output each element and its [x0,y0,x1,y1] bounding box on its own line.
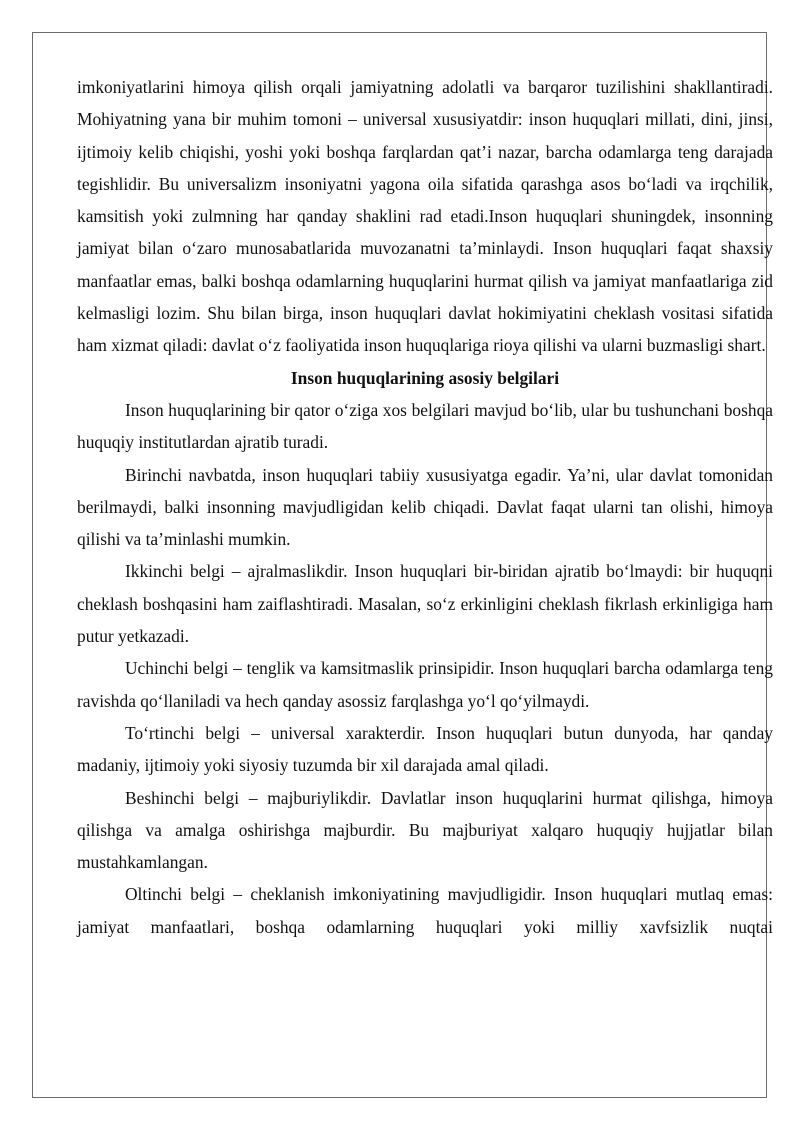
paragraph-first-feature: Birinchi navbatda, inson huquqlari tabiiy xususiyatga egadir. Ya’ni, ular davlat tomonidan berilmaydi, balki insonning mavjudligidan kelib chiqadi. Davlat faqat ularni tan olishi, himoya qilishi va ta’minlashi mumkin. [77,464,773,550]
paragraph-fourth-feature: To‘rtinchi belgi – universal xarakterdir. Inson huquqlari butun dunyoda, har qanday madaniy, ijtimoiy yoki siyosiy tuzumda bir xil darajada amal qiladi. [77,722,773,776]
opening-paragraph: imkoniyatlarini himoya qilish orqali jamiyatning adolatli va barqaror tuzilishini shakllantiradi. Mohiyatning yana bir muhim tomoni – universal xususiyatdir: inson huquqlari millati, dini, jinsi, ijtimoiy kelib chiqishi, yoshi yoki boshqa farqlardan qat’i nazar, barcha odamlarga teng darajada tegishlidir. Bu universalizm insoniyatni yagona oila sifatida qarashga asos bo‘ladi va irqchilik, kamsitish yoki zulmning har qanday shaklini rad etadi.Inson huquqlari shuningdek, insonning jamiyat bilan o‘zaro munosabatlarida muvozanatni ta’minlaydi. Inson huquqlari faqat shaxsiy manfaatlar emas, balki boshqa odamlarning huquqlarini hurmat qilish va jamiyat manfaatlariga zid kelmasligi lozim. Shu bilan birga, inson huquqlari davlat hokimiyatini cheklash vositasi sifatida ham xizmat qiladi: davlat o‘z faoliyatida inson huquqlariga rioya qilishi va ularni buzmasligi shart. [77,77,773,356]
paragraph-sixth-feature: Oltinchi belgi – cheklanish imkoniyatining mavjudligidir. Inson huquqlari mutlaq emas: jamiyat manfaatlari, boshqa odamlarning huquqlari yoki milliy xavfsizlik nuqtai [77,884,773,937]
section-heading: Inson huquqlarining asosiy belgilari [290,367,560,388]
paragraph-intro: Inson huquqlarining bir qator o‘ziga xos belgilari mavjud bo‘lib, ular bu tushunchani boshqa huquqiy institutlardan ajratib turadi. [77,399,773,453]
paragraph-second-feature: Ikkinchi belgi – ajralmaslikdir. Inson huquqlari bir-biridan ajratib bo‘lmaydi: bir huquqni cheklash boshqasini ham zaiflashtiradi. Masalan, so‘z erkinligini cheklash fikrlash erkinligiga ham putur yetkazadi. [77,561,773,647]
paragraph-fifth-feature: Beshinchi belgi – majburiylikdir. Davlatlar inson huquqlarini hurmat qilishga, himoya qilishga va amalga oshirishga majburdir. Bu majburiyat xalqaro huquqiy hujjatlar bilan mustahkamlangan. [77,787,773,873]
page-frame [32,32,773,1098]
document-body [77,71,773,943]
paragraph-third-feature: Uchinchi belgi – tenglik va kamsitmaslik prinsipidir. Inson huquqlari barcha odamlarga teng ravishda qo‘llaniladi va hech qanday asossiz farqlashga yo‘l qo‘yilmaydi. [77,658,773,711]
